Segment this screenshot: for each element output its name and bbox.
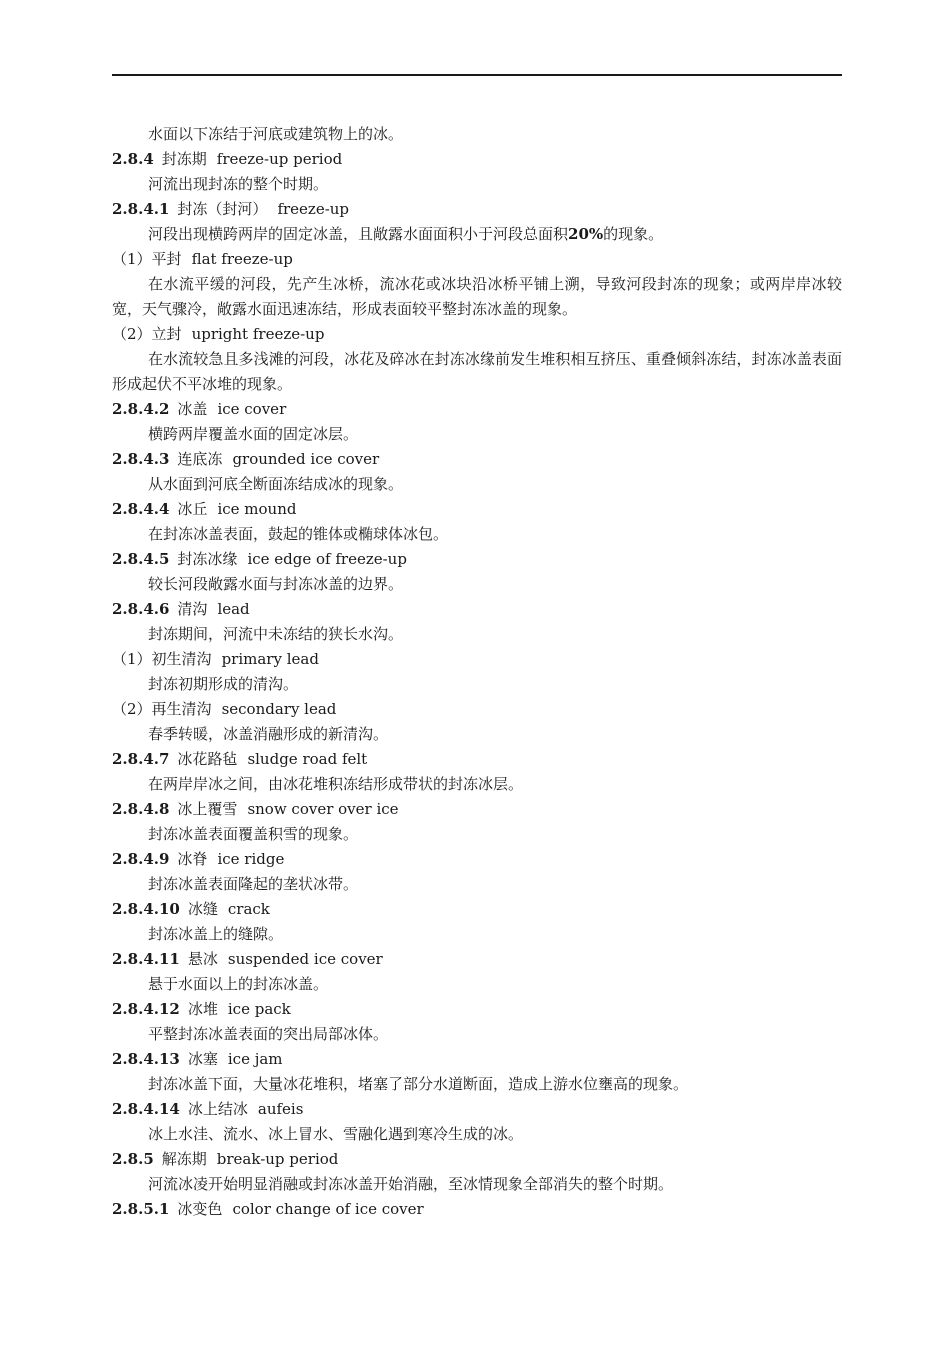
term-chinese: 封冻期: [161, 150, 207, 168]
sub-term-heading: [112, 697, 842, 722]
term-number: 2.8.4.3: [112, 450, 170, 468]
term-english: color change of ice cover: [232, 1200, 424, 1218]
sub-term-heading: [112, 247, 842, 272]
term-number: 2.8.4.4: [112, 500, 170, 518]
definition-text: 封冻初期形成的清沟。: [148, 675, 299, 693]
term-chinese: 冰脊: [177, 850, 208, 868]
term-number: 2.8.4.6: [112, 600, 170, 618]
term-heading: [112, 447, 842, 472]
term-number: 2.8.5.1: [112, 1200, 170, 1218]
term-english: grounded ice cover: [232, 450, 380, 468]
term-english: upright freeze-up: [191, 325, 325, 343]
term-number: 2.8.4.14: [112, 1100, 180, 1118]
term-english: sludge road felt: [247, 750, 368, 768]
term-heading: [112, 497, 842, 522]
term-heading: [112, 397, 842, 422]
term-number: 2.8.4.8: [112, 800, 170, 818]
term-heading: [112, 547, 842, 572]
sub-term-heading: [112, 322, 842, 347]
definition-text: 在两岸岸冰之间，由冰花堆积冻结形成带状的封冻冰层。: [148, 775, 524, 793]
definition-text: 封冻冰盖表面隆起的垄状冰带。: [148, 875, 359, 893]
term-chinese: 冰盖: [177, 400, 208, 418]
term-english: ice pack: [227, 1000, 291, 1018]
definition-text: [112, 222, 842, 247]
term-english: freeze-up period: [216, 150, 343, 168]
term-number: （2）: [112, 700, 152, 718]
term-number: 2.8.5: [112, 1150, 154, 1168]
term-heading: [112, 847, 842, 872]
term-number: 2.8.4.1: [112, 200, 170, 218]
percent-value: 20%: [568, 225, 604, 243]
definition-text: 悬于水面以上的封冻冰盖。: [148, 975, 329, 993]
term-heading: [112, 797, 842, 822]
term-number: 2.8.4.5: [112, 550, 170, 568]
term-heading: [112, 997, 842, 1022]
definition-text: 河流出现封冻的整个时期。: [148, 175, 329, 193]
term-english: crack: [227, 900, 270, 918]
document-body: [112, 122, 842, 1222]
sub-term-heading: [112, 647, 842, 672]
term-number: 2.8.4.11: [112, 950, 180, 968]
term-chinese: 清沟: [177, 600, 208, 618]
term-english: ice cover: [217, 400, 287, 418]
definition-text: 封冻冰盖下面，大量冰花堆积，堵塞了部分水道断面，造成上游水位壅高的现象。: [148, 1075, 689, 1093]
definition-text: 横跨两岸覆盖水面的固定冰层。: [148, 425, 359, 443]
term-chinese: 冰缝: [187, 900, 218, 918]
term-english: snow cover over ice: [247, 800, 399, 818]
term-heading: [112, 147, 842, 172]
definition-paragraph: 在水流平缓的河段，先产生冰桥，流冰花或冰块沿冰桥平铺上溯，导致河段封冻的现象；或两岸岸冰较宽，天气骤冷，敞露水面迅速冻结，形成表面较平整封冻冰盖的现象。: [112, 275, 842, 318]
term-chinese: 平封: [151, 250, 182, 268]
term-chinese: 解冻期: [161, 1150, 207, 1168]
term-english: lead: [217, 600, 250, 618]
term-chinese: 连底冻: [177, 450, 223, 468]
definition-text: 封冻冰盖表面覆盖积雪的现象。: [148, 825, 359, 843]
term-heading: [112, 947, 842, 972]
definition-text: 从水面到河底全断面冻结成冰的现象。: [148, 475, 404, 493]
definition-text: 河流冰凌开始明显消融或封冻冰盖开始消融，至冰情现象全部消失的整个时期。: [148, 1175, 674, 1193]
term-chinese: 再生清沟: [151, 700, 212, 718]
definition-text: 封冻冰盖上的缝隙。: [148, 925, 284, 943]
definition-text-part: 的现象。: [603, 225, 664, 243]
term-number: 2.8.4.2: [112, 400, 170, 418]
definition-text-part: 河段出现横跨两岸的固定冰盖，且敞露水面面积小于河段总面积: [148, 225, 569, 243]
term-english: primary lead: [221, 650, 319, 668]
definition-text: 较长河段敞露水面与封冻冰盖的边界。: [148, 575, 404, 593]
term-number: 2.8.4: [112, 150, 154, 168]
term-chinese: 冰塞: [187, 1050, 218, 1068]
term-heading: [112, 1197, 842, 1222]
term-chinese: 冰丘: [177, 500, 208, 518]
term-chinese: 冰上结冰: [187, 1100, 248, 1118]
term-number: （1）: [112, 250, 152, 268]
definition-paragraph: 在水流较急且多浅滩的河段，冰花及碎冰在封冻冰缘前发生堆积相互挤压、重叠倾斜冻结，封冻冰盖表面形成起伏不平冰堆的现象。: [112, 350, 842, 393]
definition-text: 封冻期间，河流中未冻结的狭长水沟。: [148, 625, 404, 643]
term-english: ice jam: [227, 1050, 283, 1068]
term-heading: [112, 1097, 842, 1122]
term-heading: [112, 597, 842, 622]
term-english: aufeis: [257, 1100, 304, 1118]
term-english: freeze-up: [277, 200, 350, 218]
term-chinese: 封冻（封河）: [177, 200, 268, 218]
definition-text: 春季转暖，冰盖消融形成的新清沟。: [148, 725, 389, 743]
term-chinese: 冰堆: [187, 1000, 218, 1018]
term-number: 2.8.4.12: [112, 1000, 180, 1018]
term-english: ice edge of freeze-up: [247, 550, 407, 568]
definition-text: 平整封冻冰盖表面的突出局部冰体。: [148, 1025, 389, 1043]
term-number: 2.8.4.9: [112, 850, 170, 868]
term-english: ice mound: [217, 500, 297, 518]
term-number: （1）: [112, 650, 152, 668]
term-english: flat freeze-up: [191, 250, 293, 268]
term-heading: [112, 897, 842, 922]
term-number: 2.8.4.10: [112, 900, 180, 918]
term-chinese: 悬冰: [187, 950, 218, 968]
definition-text: 在封冻冰盖表面，鼓起的锥体或椭球体冰包。: [148, 525, 449, 543]
term-english: break-up period: [216, 1150, 339, 1168]
term-number: 2.8.4.7: [112, 750, 170, 768]
term-number: 2.8.4.13: [112, 1050, 180, 1068]
definition-text: 冰上水洼、流水、冰上冒水、雪融化遇到寒冷生成的冰。: [148, 1125, 524, 1143]
term-heading: [112, 197, 842, 222]
term-chinese: 冰上覆雪: [177, 800, 238, 818]
term-english: secondary lead: [221, 700, 337, 718]
term-heading: [112, 747, 842, 772]
definition-text: 水面以下冻结于河底或建筑物上的冰。: [148, 125, 404, 143]
term-chinese: 立封: [151, 325, 182, 343]
term-chinese: 封冻冰缘: [177, 550, 238, 568]
term-heading: [112, 1147, 842, 1172]
term-english: suspended ice cover: [227, 950, 383, 968]
term-chinese: 初生清沟: [151, 650, 212, 668]
term-chinese: 冰变色: [177, 1200, 223, 1218]
term-heading: [112, 1047, 842, 1072]
term-number: （2）: [112, 325, 152, 343]
term-english: ice ridge: [217, 850, 285, 868]
term-chinese: 冰花路毡: [177, 750, 238, 768]
header-rule: [112, 74, 842, 76]
